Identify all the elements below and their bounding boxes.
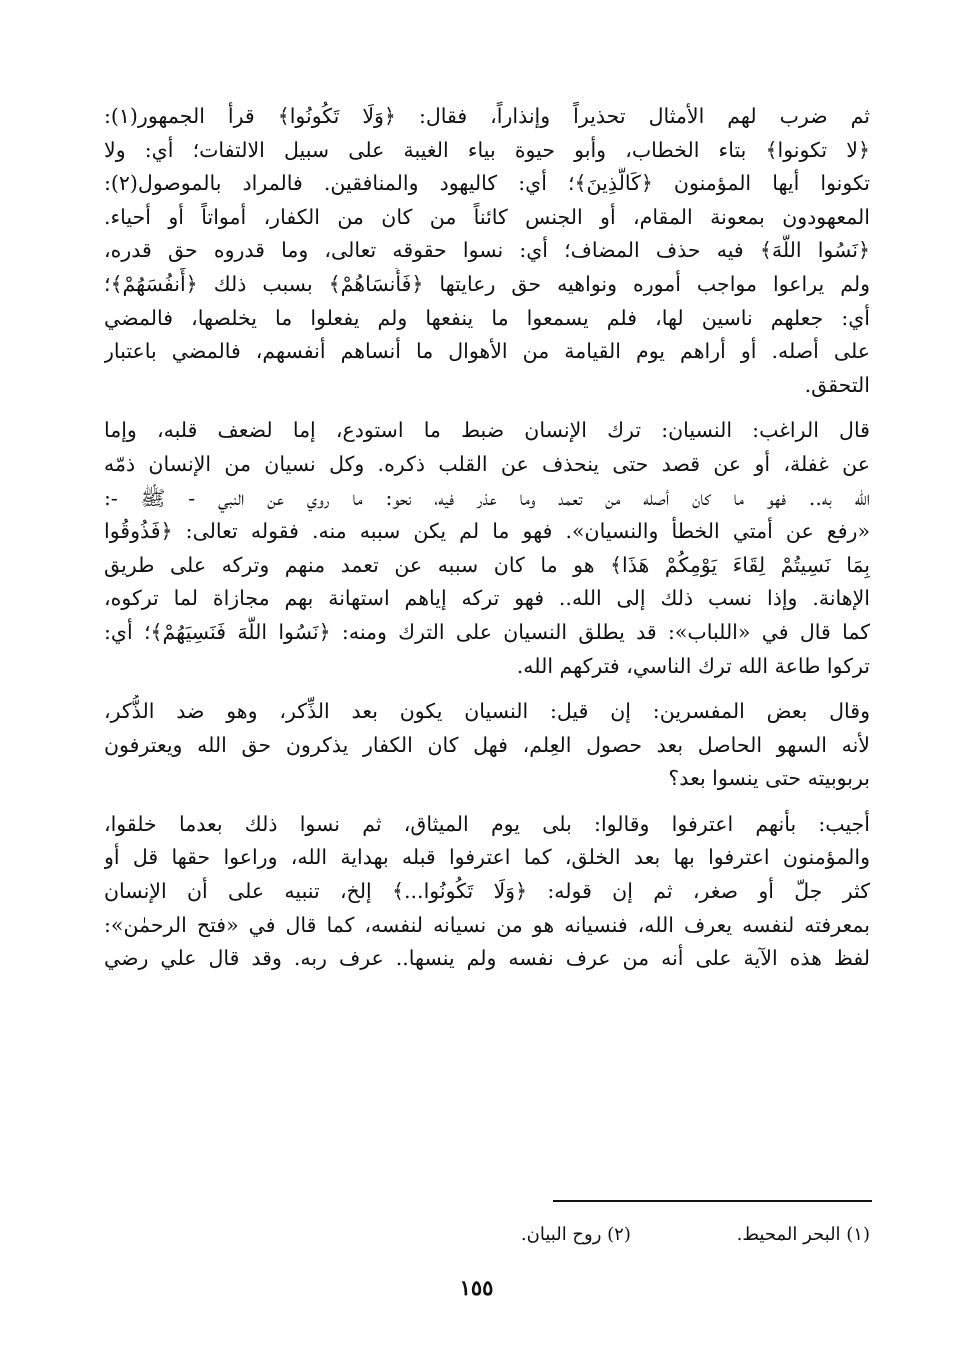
footnotes	[300, 1222, 870, 1248]
text-line: والمؤمنون اعترفوا بها بعد الخلق، كما اعترفوا قبله بهداية الله، وراعوا حقها قل أو	[104, 845, 870, 870]
text-line: تركوا طاعة الله ترك الناسي، فتركهم الله.	[516, 653, 870, 678]
paragraph-2	[104, 414, 870, 683]
text-line: قال الراغب: النسيان: ترك الإنسان ضبط ما استودع، إما لضعف قلبه، وإما	[104, 418, 870, 443]
text-line: أجيب: بأنهم اعترفوا وقالوا: بلى يوم الميثاق، ثم نسوا ذلك بعدما خلقوا،	[104, 811, 870, 836]
paragraph-4	[104, 808, 870, 976]
text-line: لأنه السهو الحاصل بعد حصول العِلم، فهل كان الكفار يذكرون حق الله ويعترفون	[104, 732, 870, 757]
text-line: ثم ضرب لهم الأمثال تحذيراً وإنذاراً، فقال: ﴿وَلَا تَكُونُوا﴾ قرأ الجمهور(١):	[104, 104, 870, 128]
text-line: على أصله. أو أراهم يوم القيامة من الأهوال ما أنساهم أنفسهم، فالمضي باعتبار	[104, 339, 870, 364]
text-line: بِمَا نَسِيتُمْ لِقَاءَ يَوْمِكُمْ هَذَا﴾ هو ما كان سببه عن تعمد منهم وتركه على طريق	[104, 552, 870, 577]
text-line: لفظ هذه الآية على أنه من عرف نفسه ولم ينسها.. عرف ربه. وقد قال علي رضي	[104, 946, 870, 971]
text-line: ﴿لا تكونوا﴾ بتاء الخطاب، وأبو حيوة بياء الغيبة على سبيل الالتفات؛ أي: ولا	[104, 137, 870, 162]
text-line: وقال بعض المفسرين: إن قيل: النسيان يكون بعد الذِّكر، وهو ضد الذُّكر،	[104, 699, 870, 724]
paragraph-1	[104, 100, 870, 402]
page-number: ١٥٥	[459, 1275, 494, 1300]
footnote-divider	[553, 1200, 872, 1202]
text-line: بربوبيته حتى ينسوا بعد؟	[668, 766, 870, 791]
text-line: كما قال في «اللباب»: قد يطلق النسيان على الترك ومنه: ﴿نَسُوا اللَّهَ فَنَسِيَهُمْ﴾؛ أي:	[104, 619, 870, 644]
text-line: كثر جلّ أو صغر، ثم إن قوله: ﴿وَلَا تَكُونُوا...﴾ إلخ، تنبيه على أن الإنسان	[104, 879, 870, 904]
footnote-2: (٢) روح البيان.	[520, 1224, 631, 1245]
text-line: الإهانة. وإذا نسب ذلك إلى الله.. فهو تركه إياهم استهانة بهم مجازاة لما تركوه،	[104, 586, 870, 611]
footnote-1: (١) البحر المحيط.	[736, 1224, 870, 1245]
text-line: ﴿نَسُوا اللَّهَ﴾ فيه حذف المضاف؛ أي: نسوا حقوقه تعالى، وما قدروه حق قدره،	[104, 238, 870, 263]
text-line: الله به.. فهو ما كان أصله من تعمد وما عذر فيه، نحو: ما روي عن النبي - ﷺ -:	[104, 485, 870, 510]
text-line: المعهودون بمعونة المقام، أو الجنس كائناً من كان من الكفار، أمواتاً أو أحياء.	[104, 204, 870, 229]
main-text	[104, 100, 870, 976]
text-line: التحقق.	[804, 372, 870, 397]
text-line: عن غفلة، أو عن قصد حتى ينحذف عن القلب ذكره. وكل نسيان من الإنسان ذمّه	[104, 451, 870, 476]
text-line: بمعرفته لنفسه يعرف الله، فنسيانه هو من نسيانه لنفسه، كما قال في «فتح الرحمٰن»:	[104, 912, 870, 937]
text-line: ولم يراعوا مواجب أموره ونواهيه حق رعايتها ﴿فَأَنسَاهُمْ﴾ بسبب ذلك ﴿أَنفُسَهُمْ﴾؛	[104, 271, 870, 296]
paragraph-3	[104, 695, 870, 796]
text-line: «رفع عن أمتي الخطأ والنسيان». فهو ما لم يكن سببه منه. فقوله تعالى: ﴿فَذُوقُوا	[104, 519, 870, 544]
text-line: أي: جعلهم ناسين لها، فلم يسمعوا ما ينفعها ولم يفعلوا ما يخلصها، فالمضي	[104, 305, 870, 330]
text-line: تكونوا أيها المؤمنون ﴿كَالَّذِينَ﴾؛ أي: كاليهود والمنافقين. فالمراد بالموصول(٢):	[104, 171, 870, 196]
